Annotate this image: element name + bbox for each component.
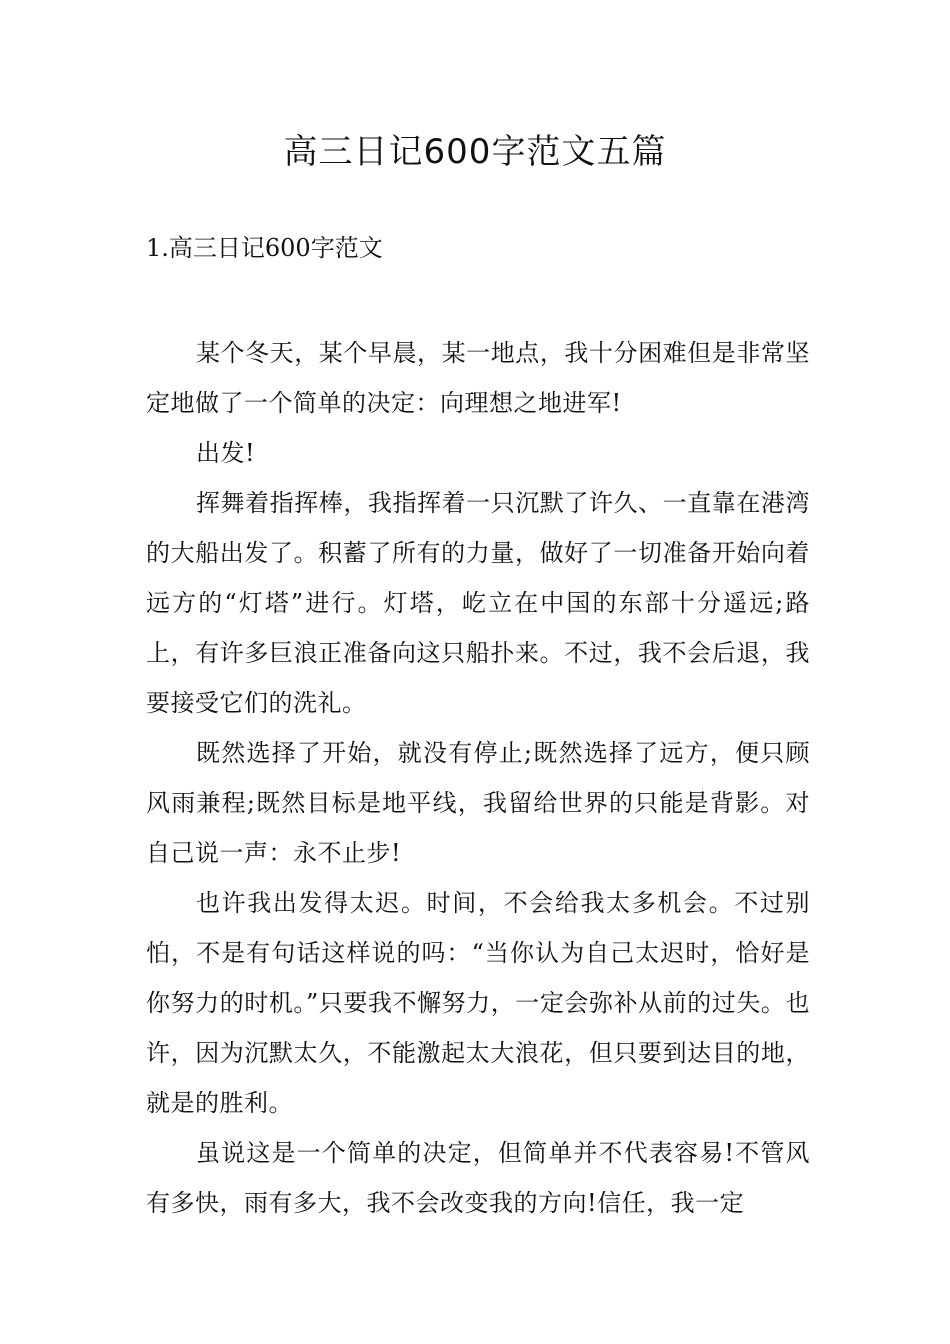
paragraph: 既然选择了开始，就没有停止;既然选择了远方，便只顾风雨兼程;既然目标是地平线，我留给世界的只能是背影。对自己说一声：永不止步! bbox=[146, 739, 810, 867]
paragraph: 挥舞着指挥棒，我指挥着一只沉默了许久、一直靠在港湾的大船出发了。积蓄了所有的力量，做好了一切准备开始向着远方的“灯塔”进行。灯塔，屹立在中国的东部十分遥远;路上，有许多巨浪正准备向这只船扑来。不过，我不会后退，我要接受它们的洗礼。 bbox=[146, 489, 810, 717]
document-title: 高三日记600字范文五篇 bbox=[283, 132, 667, 172]
paragraph: 出发! bbox=[196, 439, 256, 467]
paragraph: 也许我出发得太迟。时间，不会给我太多机会。不过别怕，不是有句话这样说的吗：“当你认为自己太迟时，恰好是你努力的时机。”只要我不懈努力，一定会弥补从前的过失。也许，因为沉默太久，不能激起太大浪花，但只要到达目的地，就是的胜利。 bbox=[146, 889, 810, 1117]
section-heading: 1.高三日记600字范文 bbox=[146, 234, 383, 262]
paragraph: 某个冬天，某个早晨，某一地点，我十分困难但是非常坚定地做了一个简单的决定：向理想之地进军! bbox=[146, 339, 810, 417]
body-text bbox=[146, 328, 810, 1228]
paragraph: 虽说这是一个简单的决定，但简单并不代表容易!不管风有多快，雨有多大，我不会改变我的方向!信任，我一定 bbox=[146, 1139, 810, 1217]
